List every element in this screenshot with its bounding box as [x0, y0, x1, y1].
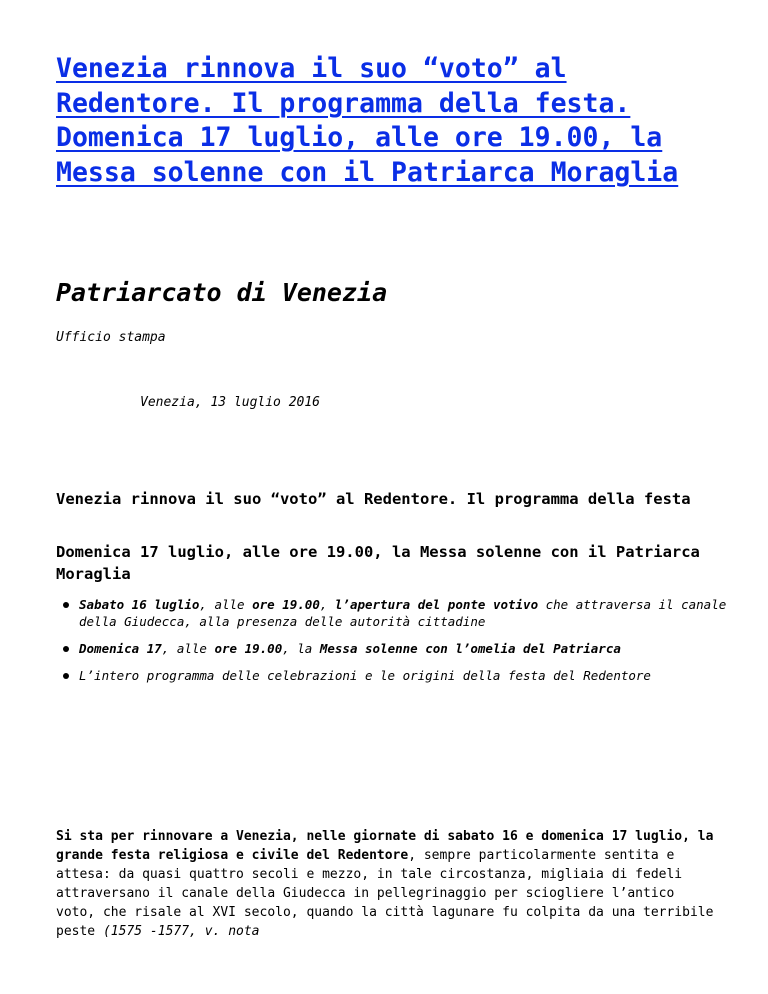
bullet-1-text-2: ,	[319, 597, 335, 612]
dateline: Venezia, 13 luglio 2016	[140, 395, 321, 410]
bullet-2-bold-3: Messa solenne con l’omelia del Patriarca	[319, 641, 621, 656]
body-bold-lead: Si sta per rinnovare a Venezia, nelle giornate di sabato 16 e domenica 17 luglio, la grande festa religiosa e civile del Redentore	[56, 829, 714, 863]
bullet-2-text-1: , alle	[161, 641, 215, 656]
bullet-3-text: L’intero programma delle celebrazioni e le origini della festa del Redentore	[79, 668, 651, 683]
list-item	[79, 667, 739, 684]
bullet-1-bold-3: l’apertura del ponte votivo	[334, 597, 539, 612]
subtitle-1: Venezia rinnova il suo “voto” al Redentore. Il programma della festa	[56, 490, 691, 508]
article-headline	[56, 52, 716, 190]
bullet-2-text-2: , la	[282, 641, 320, 656]
body-italic-tail: (1575 -1577, v. nota	[102, 924, 260, 939]
body-text: , sempre particolarmente sentita e attesa: da quasi quattro secoli e mezzo, in tale circostanza, migliaia di fedeli attraversano il canale della Giudecca in pellegrinaggio per sciogliere l’antico voto, che risale al XVI secolo, quando la città lagunare fu colpita da una terribile peste	[56, 848, 714, 939]
bullet-2-bold-1: Domenica 17	[79, 641, 162, 656]
highlights-list	[56, 596, 739, 694]
list-item	[79, 640, 739, 657]
office-label: Ufficio stampa	[56, 330, 166, 345]
bullet-2-bold-2: ore 19.00	[214, 641, 283, 656]
bullet-1-bold-1: Sabato 16 luglio	[79, 597, 200, 612]
bullet-1-text-1: , alle	[199, 597, 253, 612]
organization-name: Patriarcato di Venezia	[56, 278, 388, 307]
body-paragraph	[56, 827, 716, 941]
list-item	[79, 596, 739, 630]
bullet-1-bold-2: ore 19.00	[252, 597, 320, 612]
bullet-1-text-3: che attraversa il canale della Giudecca, alla presenza delle autorità cittadine	[79, 597, 727, 629]
article-headline-link[interactable]: Venezia rinnova il suo “voto” al Redentore. Il programma della festa. Domenica 17 luglio, alle ore 19.00, la Messa solenne con il Patriarca Moraglia	[56, 53, 679, 188]
subtitle-2: Domenica 17 luglio, alle ore 19.00, la Messa solenne con il Patriarca Moraglia	[56, 543, 700, 583]
